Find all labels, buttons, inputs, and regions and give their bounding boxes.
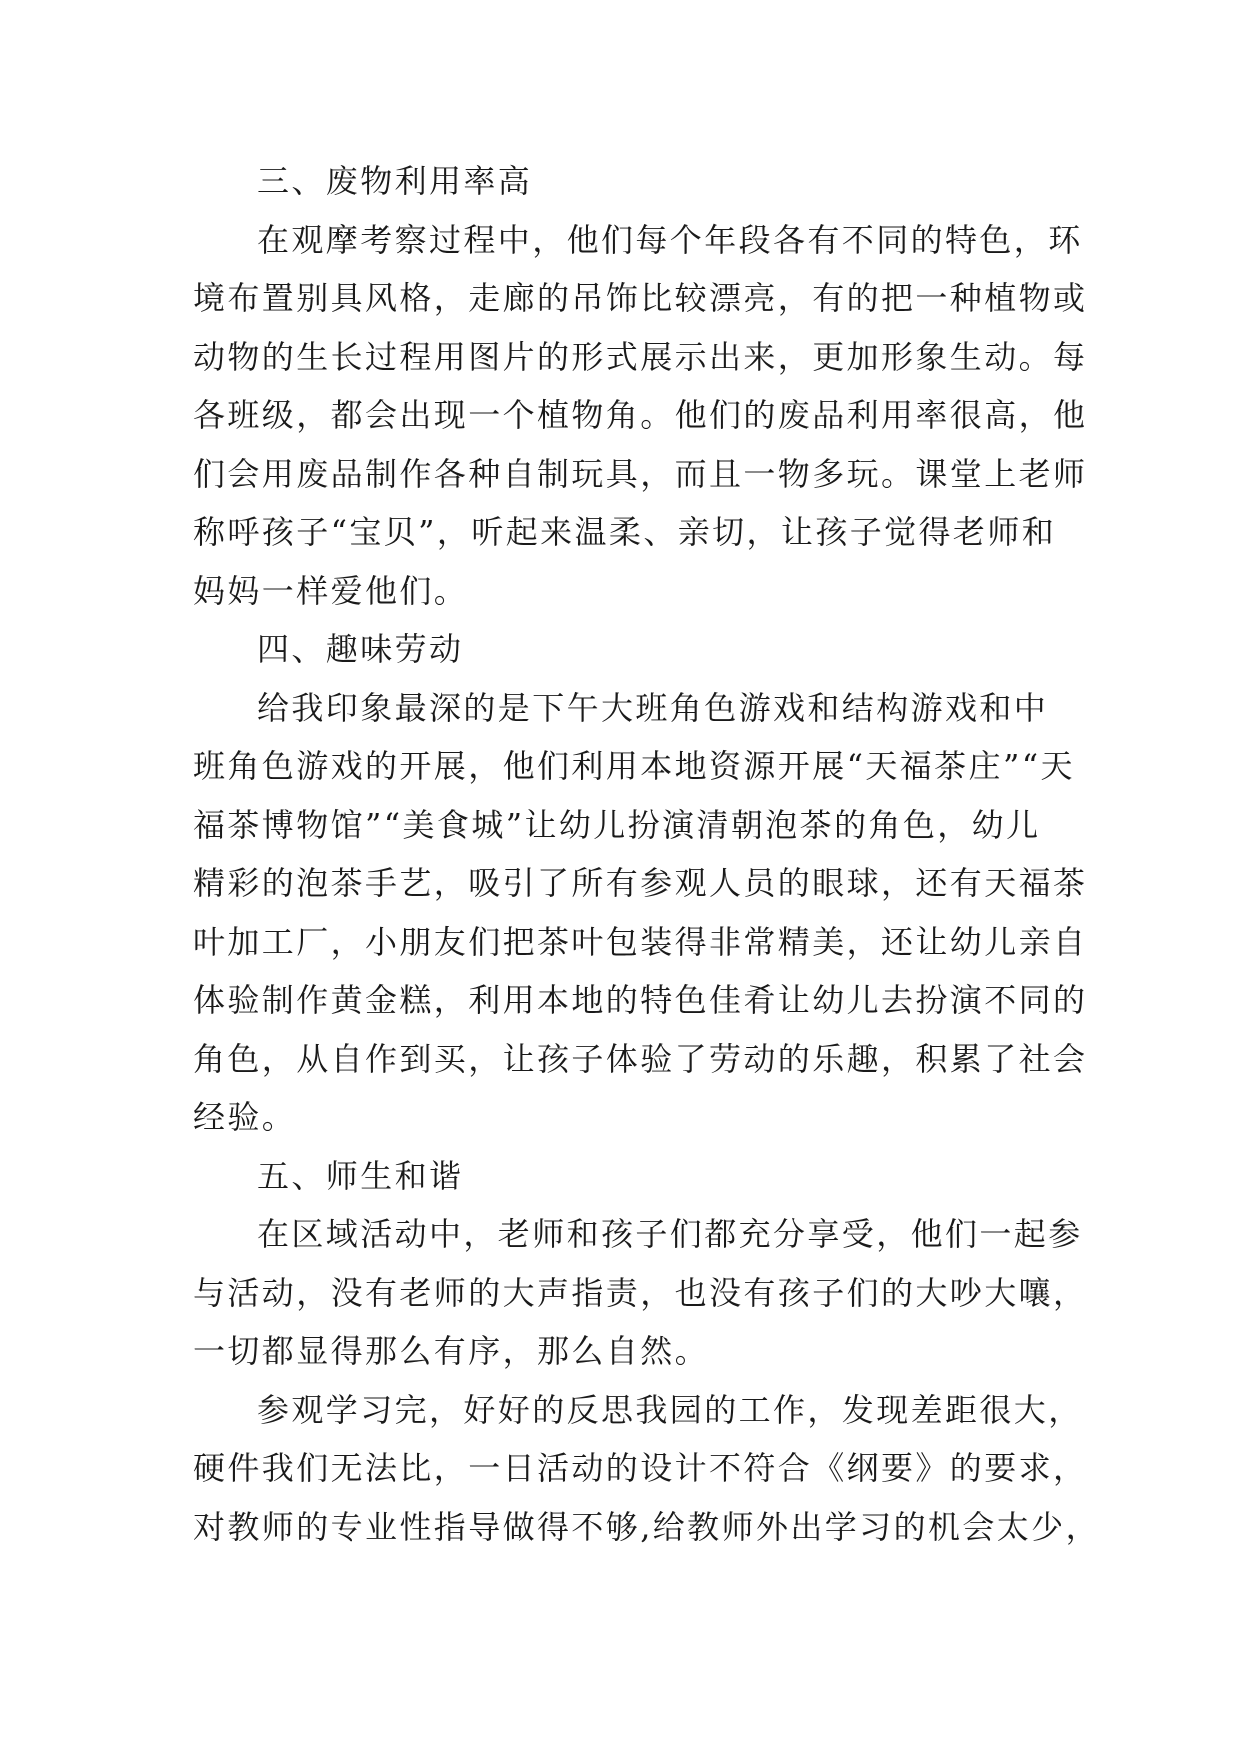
- document-body: [193, 152, 1100, 1556]
- paragraph-line: 在观摩考察过程中，他们每个年段各有不同的特色，环: [257, 220, 1083, 259]
- section-heading: 四、趣味劳动: [257, 630, 464, 668]
- section-heading: 三、废物利用率高: [257, 162, 533, 200]
- paragraph-line: 体验制作黄金糕，利用本地的特色佳肴让幼儿去扮演不同的: [193, 981, 1088, 1019]
- paragraph-line: 称呼孩子“宝贝”，听起来温柔、亲切，让孩子觉得老师和: [193, 513, 1057, 551]
- paragraph-line: 福茶博物馆”“美食城”让幼儿扮演清朝泡茶的角色，幼儿: [193, 805, 1041, 844]
- paragraph-line: 硬件我们无法比，一日活动的设计不符合《纲要》的要求，: [193, 1449, 1088, 1487]
- paragraph-line: 对教师的专业性指导做得不够,给教师外出学习的机会太少，: [193, 1507, 1100, 1546]
- paragraph-line: 班角色游戏的开展，他们利用本地资源开展“天福茶庄”“天: [193, 747, 1075, 785]
- paragraph-line: 与活动，没有老师的大声指责，也没有孩子们的大吵大嚷，: [193, 1273, 1088, 1312]
- paragraph-line: 各班级，都会出现一个植物角。他们的废品利用率很高，他: [193, 396, 1088, 434]
- paragraph-line: 给我印象最深的是下午大班角色游戏和结构游戏和中: [257, 688, 1049, 727]
- paragraph-line: 经验。: [193, 1098, 297, 1136]
- paragraph-line: 一切都显得那么有序，那么自然。: [193, 1332, 710, 1370]
- paragraph-line: 们会用废品制作各种自制玩具，而且一物多玩。课堂上老师: [193, 454, 1088, 493]
- paragraph-line: 参观学习完，好好的反思我园的工作，发现差距很大，: [257, 1390, 1083, 1429]
- paragraph-line: 精彩的泡茶手艺，吸引了所有参观人员的眼球，还有天福茶: [193, 864, 1088, 902]
- paragraph-line: 境布置别具风格，走廊的吊饰比较漂亮，有的把一种植物或: [193, 279, 1088, 317]
- paragraph-line: 妈妈一样爱他们。: [193, 571, 469, 610]
- paragraph-line: 动物的生长过程用图片的形式展示出来，更加形象生动。每: [193, 337, 1088, 376]
- paragraph-line: 叶加工厂，小朋友们把茶叶包装得非常精美，还让幼儿亲自: [193, 922, 1088, 961]
- paragraph-line: 角色，从自作到买，让孩子体验了劳动的乐趣，积累了社会: [193, 1039, 1088, 1078]
- paragraph-line: 在区域活动中，老师和孩子们都充分享受，他们一起参: [257, 1215, 1083, 1253]
- section-heading: 五、师生和谐: [257, 1156, 464, 1195]
